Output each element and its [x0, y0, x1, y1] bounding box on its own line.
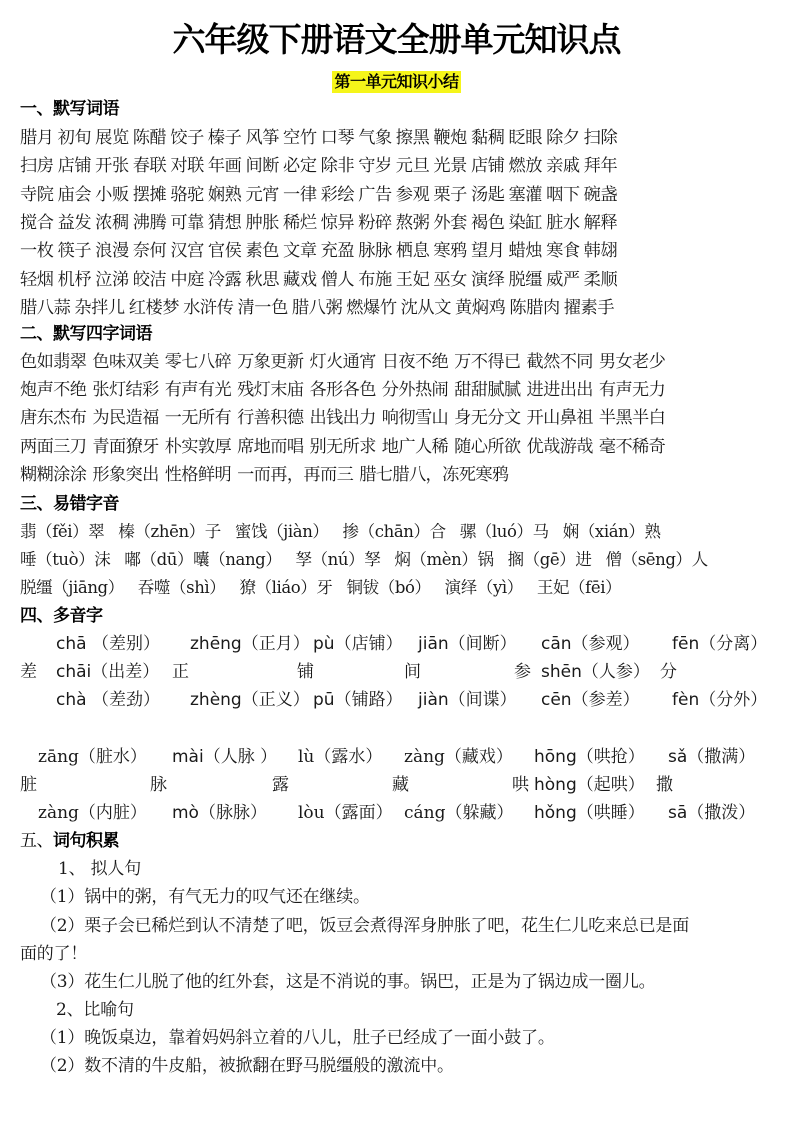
idiom: 随心所欲: [454, 436, 521, 457]
word: 水浒传: [183, 297, 234, 318]
word: 鞭炮: [433, 128, 467, 148]
idiom-row: [20, 433, 671, 461]
idiom: 截然不同: [526, 352, 593, 372]
polyphonic-char: 露: [272, 775, 289, 795]
idiom: 甜甜腻腻: [454, 380, 521, 401]
sentence: （2）栗子会已稀烂到认不清楚了吧，饭豆会煮得浑身肿胀了吧，花生仁儿吃来总已是面: [40, 916, 690, 936]
section-5-number: 五、: [20, 831, 53, 851]
pronunciation-row: [20, 574, 635, 602]
polyphonic-char: 差: [20, 662, 37, 682]
pinyin-reading: cān（参观）: [541, 634, 640, 654]
idiom: 残灯末庙: [237, 380, 304, 401]
idiom: 行善积德: [237, 408, 304, 429]
pronunciation-item: 獠（liáo）牙: [239, 578, 333, 597]
word: 脏水: [546, 212, 580, 233]
word: 陈腊肉: [509, 297, 560, 318]
word: 柔顺: [583, 269, 618, 290]
section-heading-2: 二、默写四字词语: [20, 324, 152, 344]
word: 充盈: [320, 241, 355, 262]
pinyin-reading: cáng（躲藏）: [404, 803, 514, 823]
idiom: 万不得已: [454, 352, 521, 372]
pronunciation-item: 焖（mèn）锅: [394, 550, 494, 569]
pronunciation-row: [20, 518, 675, 546]
idiom: 形象突出: [92, 464, 159, 485]
word: 巫女: [433, 269, 467, 290]
word: 栖息: [395, 241, 430, 262]
sentence: （2）数不清的牛皮船，被掀翻在野马脱缰般的激流中。: [40, 1056, 454, 1076]
pronunciation-item: 掺（chān）合: [342, 522, 446, 541]
word: 擢素手: [563, 297, 615, 318]
word: 粉碎: [358, 212, 392, 233]
word: 黏稠: [470, 128, 505, 148]
word: 碗盏: [583, 184, 618, 205]
word: 对联: [170, 156, 204, 177]
word: 初旬: [57, 128, 92, 148]
word: 榛子: [207, 128, 242, 148]
word: 扫除: [583, 128, 618, 148]
idiom: 朴实敦厚: [164, 436, 232, 457]
polyphonic-char: 正: [172, 662, 189, 682]
word: 一枚: [20, 241, 54, 262]
idiom: 进进出出: [526, 380, 593, 401]
word: 庙会: [57, 184, 92, 205]
word: 藏戏: [283, 269, 317, 290]
word: 参观: [395, 184, 430, 205]
idiom: 灯火通宵: [309, 352, 376, 372]
word: 寺院: [20, 184, 54, 205]
word: 惊异: [320, 212, 355, 233]
pinyin-reading: zhèng（正义）: [190, 690, 310, 710]
idiom: 为民造福: [92, 408, 159, 429]
word: 威严: [546, 269, 580, 290]
pronunciation-item: 王妃（fēi）: [536, 578, 622, 597]
idiom: 一而再，再而三: [237, 464, 354, 485]
word: 可靠: [170, 212, 204, 233]
idiom: 零七八碎: [164, 352, 232, 372]
idiom-row: [20, 376, 671, 404]
pinyin-reading: mài（人脉 ）: [172, 747, 278, 767]
pinyin-reading: pū（铺路）: [313, 690, 403, 710]
subheading-simile: 2、比喻句: [56, 1000, 134, 1020]
idiom: 两面三刀: [20, 436, 87, 457]
word: 素色: [245, 241, 280, 262]
pronunciation-item: 娴（xián）熟: [562, 522, 661, 541]
idiom-row: [20, 461, 515, 489]
word: 拜年: [583, 156, 618, 177]
word: 清一色: [237, 297, 288, 318]
sentence: （1）锅中的粥，有气无力的叹气还在继续。: [40, 887, 370, 907]
word: 益发: [57, 212, 92, 233]
idiom: 一无所有: [164, 408, 232, 429]
idiom: 色如翡翠: [20, 352, 87, 372]
word-row: [20, 124, 621, 152]
polyphonic-char: 间: [404, 662, 421, 682]
word: 口琴: [320, 128, 355, 148]
word: 杂拌儿: [74, 297, 125, 318]
word-row: [20, 237, 621, 265]
word: 熬粥: [395, 212, 430, 233]
idiom: 别无所求: [309, 436, 376, 457]
word: 浓稠: [95, 212, 129, 233]
word-row: [20, 266, 621, 294]
word: 栗子: [433, 184, 467, 205]
word: 扫房: [20, 156, 54, 177]
pinyin-reading: chà （差劲）: [56, 690, 160, 710]
pronunciation-item: 脱缰（jiāng）: [20, 578, 124, 597]
idiom: 半黑半白: [598, 408, 666, 429]
word: 擦黑: [395, 128, 430, 148]
word: 脉脉: [358, 241, 392, 262]
pronunciation-item: 演绎（yì）: [444, 578, 523, 597]
idiom: 各形各色: [309, 380, 376, 401]
idiom-row: [20, 404, 671, 432]
pinyin-reading: cēn（参差）: [541, 690, 640, 710]
word: 解释: [583, 212, 618, 233]
idiom: 青面獠牙: [92, 436, 159, 457]
idiom: 毫不稀奇: [598, 436, 666, 457]
pronunciation-item: 吞噬（shì）: [137, 578, 226, 597]
word: 守岁: [358, 156, 392, 177]
word: 腊八粥: [291, 297, 343, 318]
pinyin-reading: chāi（出差）: [56, 662, 160, 682]
pronunciation-item: 骡（luó）马: [459, 522, 549, 541]
pronunciation-item: 蜜饯（jiàn）: [234, 522, 329, 541]
word: 演绎: [470, 269, 505, 290]
idiom: 日夜不绝: [381, 352, 449, 372]
pinyin-reading: hǒng（哄睡）: [534, 803, 645, 823]
word: 染缸: [508, 212, 543, 233]
word: 燃爆竹: [346, 297, 397, 318]
section-5-title: 词句积累: [53, 831, 119, 851]
word: 咽下: [546, 184, 580, 205]
word: 轻烟: [20, 269, 54, 290]
word: 燃放: [508, 156, 543, 177]
word: 猜想: [207, 212, 242, 233]
word: 稀烂: [283, 212, 317, 233]
sentence: （1）晚饭桌边，靠着妈妈斜立着的八儿，肚子已经成了一面小鼓了。: [40, 1028, 555, 1048]
word: 僧人: [320, 269, 355, 290]
pronunciation-item: 铜钹（bó）: [346, 578, 431, 597]
pinyin-reading: sā（撒泼）: [668, 803, 756, 823]
pinyin-reading: jiān（间断）: [418, 634, 517, 654]
word: 年画: [207, 156, 242, 177]
word: 陈醋: [132, 128, 167, 148]
polyphonic-char: 脏: [20, 775, 37, 795]
word: 娴熟: [207, 184, 242, 205]
word: 饺子: [170, 128, 204, 148]
pronunciation-item: 翡（fěi）翠: [20, 522, 105, 541]
word: 腊八蒜: [20, 297, 71, 318]
polyphonic-char: 铺: [297, 662, 314, 682]
word-row: [20, 152, 621, 180]
word: 文章: [283, 241, 317, 262]
idiom: 男女老少: [598, 352, 666, 372]
word: 望月: [470, 241, 505, 262]
pinyin-reading: fèn（分外）: [672, 690, 768, 710]
polyphonic-char: 脉: [150, 775, 167, 795]
idiom: 张灯结彩: [92, 380, 159, 401]
pronunciation-item: 孥（nú）孥: [295, 550, 381, 569]
idiom: 有声无力: [598, 380, 666, 401]
word: 除非: [320, 156, 355, 177]
word: 王妃: [395, 269, 430, 290]
pronunciation-row: [20, 546, 722, 574]
word-row: [20, 181, 621, 209]
word: 元宵: [245, 184, 280, 205]
word: 开张: [95, 156, 129, 177]
word: 春联: [132, 156, 167, 177]
idiom: 色味双美: [92, 352, 159, 372]
idiom: 席地而唱: [237, 436, 304, 457]
idiom: 身无分文: [454, 408, 521, 429]
pinyin-reading: zāng（脏水）: [38, 747, 147, 767]
word: 气象: [358, 128, 392, 148]
idiom: 出钱出力: [309, 408, 376, 429]
idiom: 优哉游哉: [526, 436, 593, 457]
document-title: 六年级下册语文全册单元知识点: [172, 20, 621, 59]
word: 元旦: [395, 156, 430, 177]
word: 秋思: [245, 269, 280, 290]
word: 脱缰: [508, 269, 543, 290]
polyphonic-char: 哄: [512, 775, 529, 795]
section-heading-3: 三、易错字音: [20, 494, 119, 514]
idiom: 有声有光: [164, 380, 232, 401]
pronunciation-item: 僧（sēng）人: [605, 550, 708, 569]
word: 亲戚: [546, 156, 580, 177]
idiom: 万象更新: [237, 352, 304, 372]
word: 广告: [358, 184, 392, 205]
idiom: 炮声不绝: [20, 380, 87, 401]
word: 必定: [283, 156, 317, 177]
word: 蜡烛: [508, 241, 543, 262]
word: 眨眼: [508, 128, 543, 148]
idiom: 性格鲜明: [164, 464, 232, 485]
word: 肿胀: [245, 212, 280, 233]
word: 奈何: [132, 241, 167, 262]
word: 红楼梦: [128, 297, 180, 318]
pinyin-reading: zàng（内脏）: [38, 803, 147, 823]
word: 外套: [433, 212, 467, 233]
word: 沸腾: [132, 212, 167, 233]
word: 光景: [433, 156, 467, 177]
pronunciation-item: 唾（tuò）沫: [20, 550, 111, 569]
polyphonic-char: 分: [660, 662, 677, 682]
word: 除夕: [546, 128, 580, 148]
word: 汤匙: [470, 184, 505, 205]
idiom: 唐东杰布: [20, 408, 87, 429]
word: 骆驼: [170, 184, 204, 205]
word: 寒食: [546, 241, 580, 262]
pinyin-reading: fēn（分离）: [672, 634, 768, 654]
word: 搅合: [20, 212, 54, 233]
polyphonic-char: 参: [514, 662, 531, 682]
pronunciation-item: 搁（gē）进: [507, 550, 592, 569]
word: 空竹: [283, 128, 317, 148]
word: 褐色: [470, 212, 505, 233]
word: 布施: [358, 269, 392, 290]
pinyin-reading: chā （差别）: [56, 634, 160, 654]
pinyin-reading: jiàn（间谍）: [418, 690, 517, 710]
word: 沈从文: [400, 297, 451, 318]
word: 寒鸦: [433, 241, 467, 262]
pinyin-reading: sǎ（撒满）: [668, 747, 756, 767]
word: 筷子: [57, 241, 92, 262]
unit-subtitle: 第一单元知识小结: [334, 72, 459, 91]
word: 黄焖鸡: [455, 297, 506, 318]
word: 塞灌: [508, 184, 543, 205]
pronunciation-item: 嘟（dū）囔（nang）: [124, 550, 282, 569]
word: 冷露: [207, 269, 242, 290]
word: 风筝: [245, 128, 280, 148]
section-heading-5: [20, 829, 119, 853]
pinyin-reading: shēn（人参）: [541, 662, 650, 682]
word: 浪漫: [95, 241, 129, 262]
word: 汉宫: [170, 241, 204, 262]
pinyin-reading: zàng（藏戏）: [404, 747, 513, 767]
word: 间断: [245, 156, 280, 177]
polyphonic-char: 撒: [656, 775, 673, 795]
word: 腊月: [20, 128, 54, 148]
word: 摆摊: [132, 184, 167, 205]
idiom: 响彻雪山: [381, 408, 449, 429]
word: 皎洁: [132, 269, 167, 290]
pinyin-reading: mò（脉脉）: [172, 803, 267, 823]
word: 韩翃: [583, 241, 618, 262]
word-row: [20, 209, 621, 237]
pinyin-reading: zhēng（正月）: [190, 634, 310, 654]
word: 店铺: [470, 156, 505, 177]
word: 小贩: [95, 184, 129, 205]
sentence: （3）花生仁儿脱了他的红外套，这是不消说的事。锅巴，正是为了锅边成一圈儿。: [40, 972, 656, 992]
pinyin-reading: lù（露水）: [298, 747, 383, 767]
idiom: 开山鼻祖: [526, 408, 593, 429]
pronunciation-item: 榛（zhēn）子: [118, 522, 221, 541]
pinyin-reading: hòng（起哄）: [534, 775, 645, 795]
word: 一律: [283, 184, 317, 205]
idiom: 分外热闹: [381, 380, 449, 401]
pinyin-reading: hōng（哄抢）: [534, 747, 645, 767]
section-heading-1: 一、默写词语: [20, 99, 119, 119]
word: 中庭: [170, 269, 204, 290]
idiom: 地广人稀: [381, 436, 449, 457]
word: 泣涕: [95, 269, 129, 290]
section-heading-4: 四、多音字: [20, 606, 103, 626]
word-row: [20, 294, 618, 322]
word: 官侯: [207, 241, 242, 262]
pinyin-reading: lòu（露面）: [298, 803, 393, 823]
polyphonic-char: 藏: [392, 775, 409, 795]
word: 店铺: [57, 156, 92, 177]
sentence: 面的了！: [20, 944, 88, 964]
subheading-personification: 1、 拟人句: [58, 859, 142, 879]
word: 机杼: [57, 269, 92, 290]
word: 彩绘: [320, 184, 355, 205]
idiom-row: [20, 348, 671, 376]
word: 展览: [95, 128, 129, 148]
pinyin-reading: pù（店铺）: [313, 634, 403, 654]
idiom: 糊糊涂涂: [20, 464, 87, 485]
idiom: 腊七腊八，冻死寒鸦: [359, 464, 509, 485]
